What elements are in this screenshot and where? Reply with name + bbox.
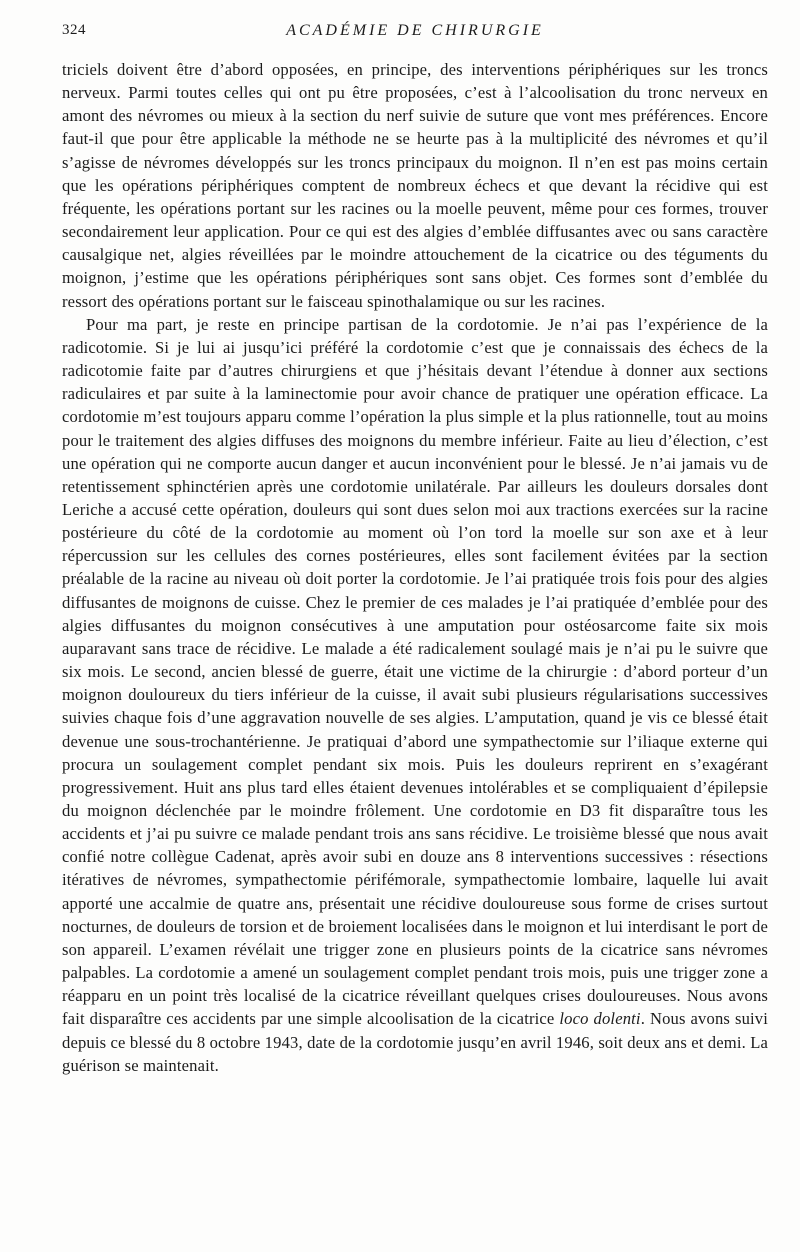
paragraph-1: triciels doivent être d’abord opposées, en principe, des interventions périphériques sur les troncs nerveux. Parmi toutes celles qui ont pu être proposées, c’est à l’alcoolisation du tronc nerveux en amont des névromes ou mieux à la section du nerf suivie de suture que vont mes préférences. Encore faut-il que pour être applicable la méthode ne se heurte pas à la multiplicité des névromes et qu’il s’agisse de névromes développés sur les troncs principaux du moignon. Il n’en est pas moins certain que les opérations périphériques comptent de nombreux échecs et que devant la récidive qui est fréquente, les opérations portant sur les racines ou la moelle peuvent, même pour ces formes, trouver secondairement leur application. Pour ce qui est des algies d’emblée diffusantes avec ou sans caractère causalgique net, algies réveillées par le moindre attouchement de la cicatrice ou des téguments du moignon, j’estime que les opérations périphériques sont sans objet. Ces formes sont d’emblée du ressort des opérations portant sur le faisceau spinothalamique ou sur les racines. [62,60,768,311]
page-header [62,22,768,44]
body-text [62,58,768,1077]
running-title: ACADÉMIE DE CHIRURGIE [286,22,544,39]
paragraph-2-italic: loco dolenti [559,1009,641,1029]
paragraph-2-text: Pour ma part, je reste en principe partisan de la cordotomie. Je n’ai pas l’expérience de la radicotomie. Si je lui ai jusqu’ici préféré la cordotomie c’est que je connaissais des échecs de la radicotomie faite par d’autres chirurgiens et que j’hésitais devant l’étendue à donner aux sections radiculaires et par suite à la laminectomie pour avoir chance de pratiquer une opération efficace. La cordotomie m’est toujours apparu comme l’opération la plus simple et la plus rationnelle, tout au moins pour le traitement des algies diffuses des moignons du membre inférieur. Faite au lieu d’élection, c’est une opération qui ne comporte aucun danger et aucun inconvénient pour le blessé. Je n’ai jamais vu de retentissement sphinctérien après une cordotomie unilatérale. Par ailleurs les douleurs dorsales dont Leriche a accusé cette opération, douleurs qui sont dues selon moi aux tractions exercées sur la racine postérieure du côté de la cordotomie au moment où l’on tord la moelle sur son axe et à leur répercussion sur les cellules des cornes postérieures, elles sont facilement évitées par la section préalable de la racine au niveau où doit porter la cordotomie. Je l’ai pratiquée trois fois pour des algies diffusantes de moignons de cuisse. Chez le premier de ces malades je l’ai pratiquée d’emblée pour des algies diffusantes du moignon consécutives à une amputation pour ostéosarcome faite six mois auparavant sans trace de récidive. Le malade a été radicalement soulagé mais je n’ai pu le suivre que six mois. Le second, ancien blessé de guerre, était une victime de la chirurgie : d’abord porteur d’un moignon douloureux du tiers inférieur de la cuisse, il avait subi plusieurs régularisations successives suivies chaque fois d’une aggravation nouvelle de ses algies. L’amputation, quand je vis ce blessé était devenue une sous-trochantérienne. Je pratiquai d’abord une sympathectomie sur l’iliaque externe qui procura un soulagement complet pendant six mois. Puis les douleurs reprirent en s’exagérant progressivement. Huit ans plus tard elles étaient devenues intolérables et se compliquaient d’épilepsie du moignon déclenchée par le moindre frôlement. Une cordotomie en D3 fit disparaître tous les accidents et j’ai pu suivre ce malade pendant trois ans sans récidive. Le troisième blessé que nous avait confié notre collègue Cadenat, après avoir subi en douze ans 8 interventions successives : résections itératives de névromes, sympathectomie périfémorale, sympathectomie lombaire, laquelle lui avait apporté une accalmie de quatre ans, présentait une récidive douloureuse sous forme de crises surtout nocturnes, de douleurs de torsion et de broiement localisées dans le moignon et lui interdisant le port de son appareil. L’examen révélait une trigger zone en plusieurs points de la cicatrice sans névromes palpables. La cordotomie a amené un soulagement complet pendant trois mois, puis une trigger zone a réapparu en un point très localisé de la cicatrice réveillant quelques crises douloureuses. Nous avons fait disparaître ces accidents par une simple alcoolisation de la cicatrice [62,314,768,1029]
paragraph-2-tail: . Nous avons suivi depuis ce blessé du 8 octobre 1943, date de la cordotomie jusqu’en avril 1946, soit deux ans et demi. La guérison se maintenait. [62,1009,768,1075]
page-number: 324 [62,22,86,38]
paragraph-2 [62,313,768,1077]
